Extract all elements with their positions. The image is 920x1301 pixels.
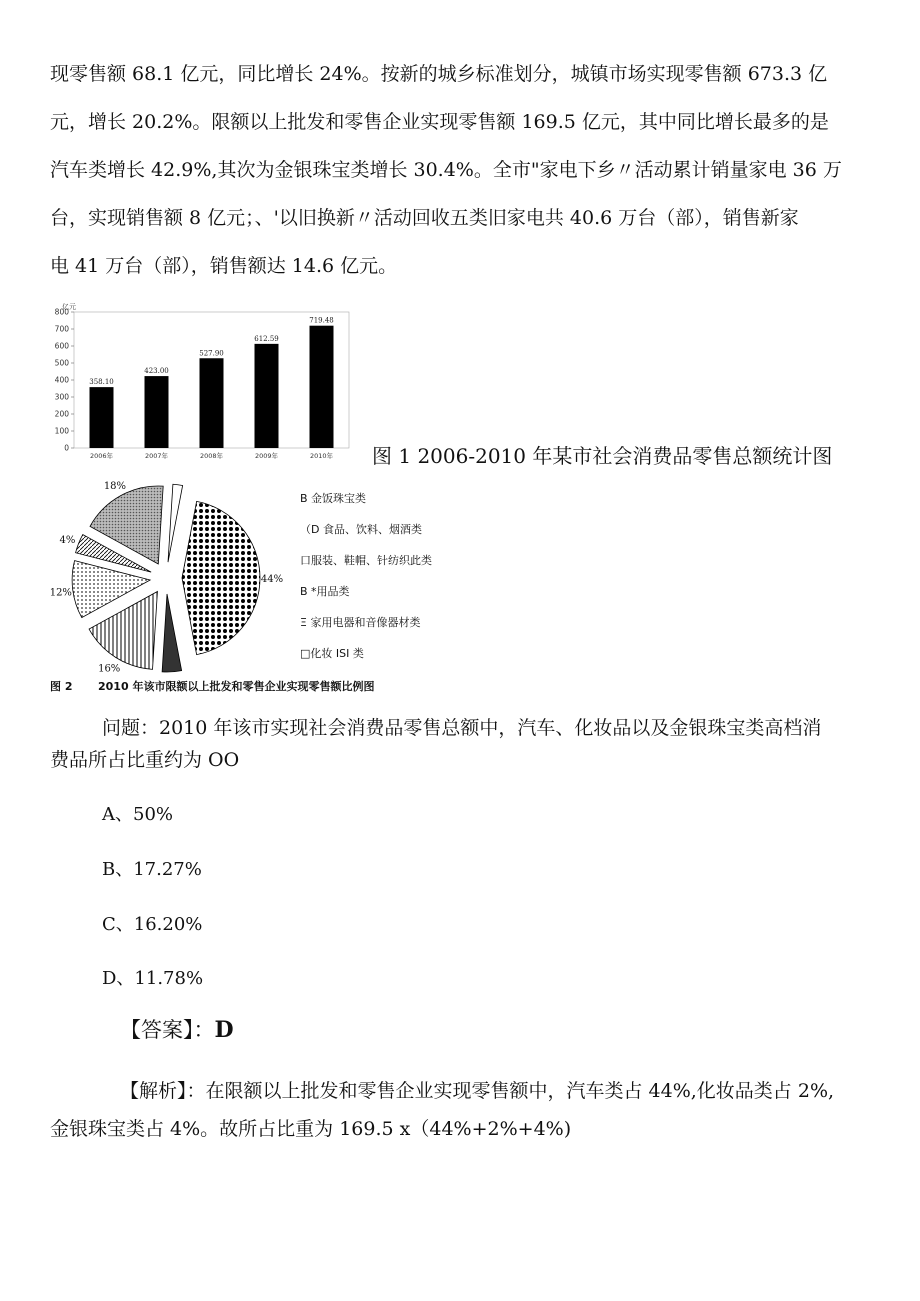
y-tick-label: 500 <box>54 358 69 368</box>
pie-legend <box>300 492 432 678</box>
bar <box>90 387 114 448</box>
y-tick-label: 400 <box>54 375 69 385</box>
question-line: 问题：2010 年该市实现社会消费品零售总额中，汽车、化妆品以及金银珠宝类高档消 <box>102 717 822 739</box>
intro-line: 现零售额 68.1 亿元，同比增长 24%。按新的城乡标准划分，城镇市场实现零售额 673.3 亿 <box>50 63 828 85</box>
figure2-caption-number: 图 2 <box>50 680 73 693</box>
pie-slice <box>168 484 183 562</box>
answer <box>120 1014 234 1044</box>
pie-slice-label: 18% <box>103 481 127 493</box>
option-a: A、50% <box>102 804 174 825</box>
x-tick-label: 2010年 <box>309 452 334 460</box>
analysis-line: 金银珠宝类占 4%。故所占比重为 169.5 x（44%+2%+4%) <box>50 1118 572 1140</box>
y-tick-label: 700 <box>54 324 69 334</box>
figure1-caption: 图 1 2006-2010 年某市社会消费品零售总额统计图 <box>372 444 833 468</box>
bar-value-label: 423.00 <box>144 367 169 376</box>
x-tick-label: 2006年 <box>89 452 114 460</box>
bar <box>200 358 224 448</box>
pie-slice-label <box>171 478 187 480</box>
bar <box>255 344 279 448</box>
bar <box>310 326 334 448</box>
bar <box>145 376 169 448</box>
bar-value-label: 612.59 <box>254 334 279 343</box>
legend-item: Ξ 家用电器和音像器材类 <box>300 616 421 629</box>
pie-slice-label: 16% <box>98 663 121 673</box>
question <box>50 712 880 776</box>
x-tick-label: 2009年 <box>254 452 279 460</box>
intro-line: 台，实现销售额 8 亿元；、'以旧换新〃活动回收五类旧家电共 40.6 万台（部），销售新家 <box>50 207 799 229</box>
legend-item: B 金饭珠宝类 <box>300 492 367 505</box>
bar-chart <box>48 300 368 465</box>
answer-value: D <box>214 1017 234 1043</box>
legend-item: B *用品类 <box>300 585 350 598</box>
pie-slice-label: 44% <box>260 574 284 585</box>
bar-value-label: 719.48 <box>309 316 334 325</box>
figure2-caption-text: 2010 年该市限额以上批发和零售企业实现零售额比例图 <box>98 680 375 693</box>
y-tick-label: 0 <box>64 443 69 453</box>
answer-label: 【答案】： <box>120 1018 215 1042</box>
question-line: 费品所占比重约为 OO <box>50 749 240 771</box>
pie-slice <box>162 594 182 672</box>
pie-slice-label: 12% <box>49 587 72 599</box>
bar-value-label: 358.10 <box>89 378 114 387</box>
y-tick-label: 200 <box>54 409 69 419</box>
figure2-caption <box>50 678 374 694</box>
y-tick-label: 100 <box>54 426 69 436</box>
analysis-line: 【解析】：在限额以上批发和零售企业实现零售额中，汽车类占 44%,化妆品类占 2%, <box>120 1080 835 1102</box>
analysis <box>50 1072 880 1148</box>
intro-line: 汽车类增长 42.9%,其次为金银珠宝类增长 30.4%。全市"家电下乡〃活动累计销量家电 36 万 <box>50 159 842 181</box>
legend-item: 口服装、鞋帽、针纺织此类 <box>300 554 432 567</box>
intro-line: 电 41 万台（部），销售额达 14.6 亿元。 <box>50 255 398 277</box>
y-tick-label: 800 <box>54 307 69 317</box>
legend-item: （D 食品、饮料、烟酒类 <box>300 523 422 536</box>
pie-slice <box>182 501 260 654</box>
y-axis-unit: 亿元 <box>62 303 76 311</box>
pie-chart <box>48 478 298 673</box>
x-tick-label: 2007年 <box>144 452 169 460</box>
legend-item: □化妆 ISI 类 <box>300 647 364 660</box>
option-c: C、16.20% <box>102 914 203 935</box>
y-tick-label: 300 <box>54 392 69 402</box>
intro-paragraph <box>50 50 880 290</box>
y-tick-label: 600 <box>54 341 69 351</box>
option-d: D、11.78% <box>102 968 204 989</box>
intro-line: 元，增长 20.2%。限额以上批发和零售企业实现零售额 169.5 亿元，其中同比增长最多的是 <box>50 111 829 133</box>
option-b: B、17.27% <box>102 859 202 880</box>
x-tick-label: 2008年 <box>199 452 224 460</box>
bar-value-label: 527.90 <box>199 349 224 358</box>
pie-slice-label: 4% <box>59 534 76 546</box>
